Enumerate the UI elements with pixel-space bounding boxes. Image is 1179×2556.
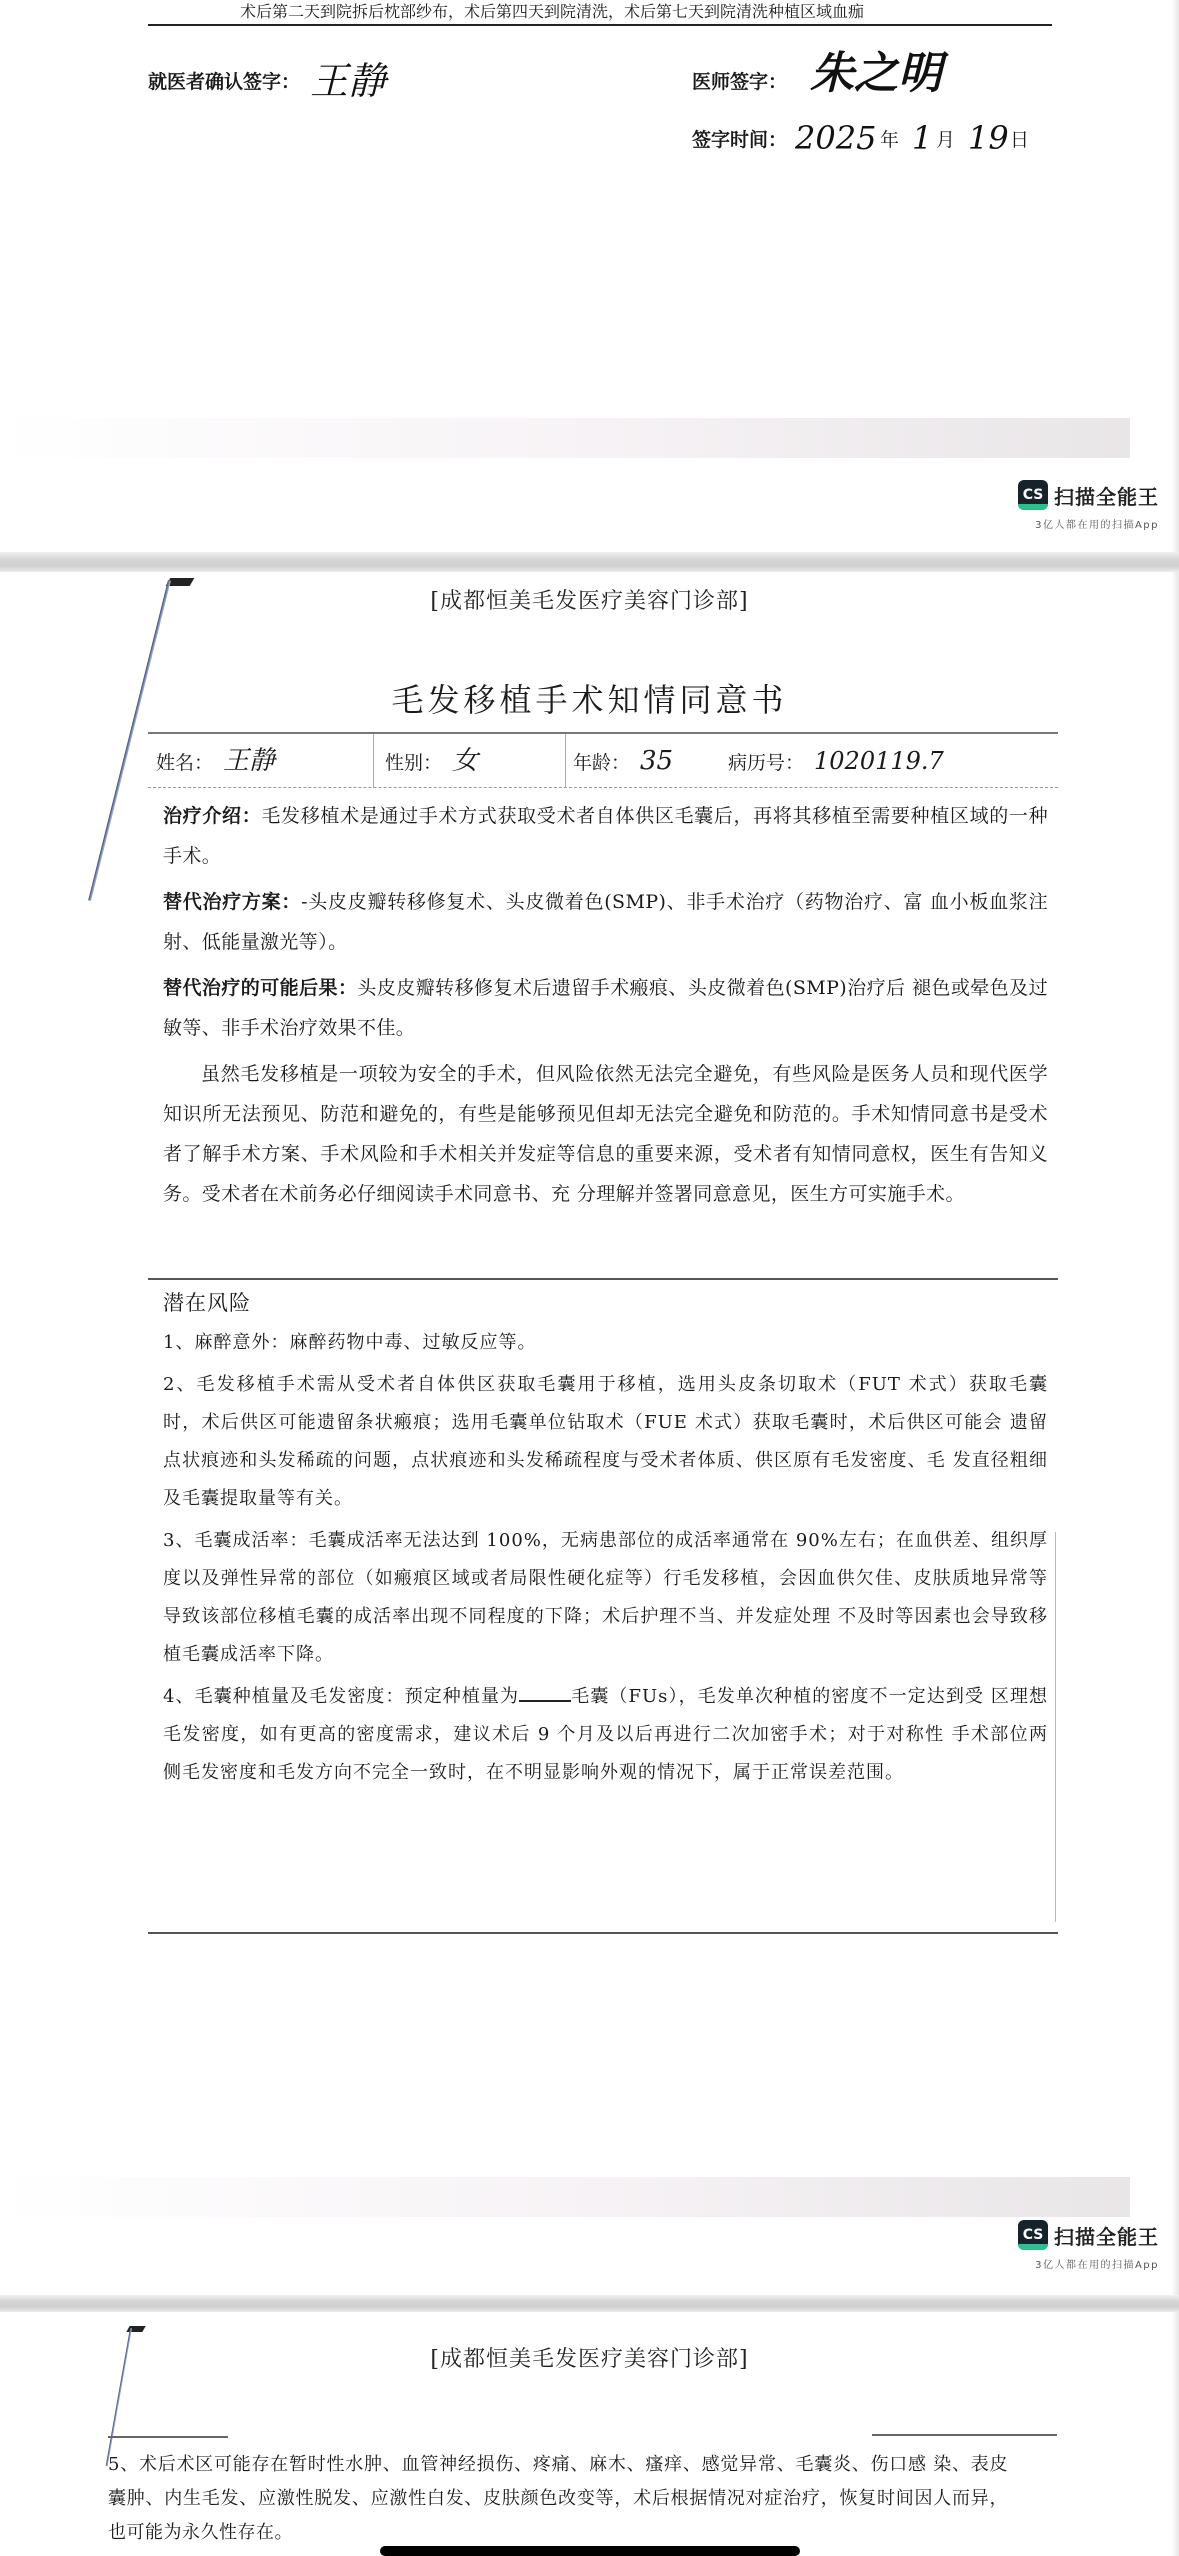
watermark-title: 扫描全能王 bbox=[1054, 484, 1159, 509]
camscanner-logo-icon: CS bbox=[1018, 480, 1048, 510]
cell-divider bbox=[373, 734, 374, 788]
risk-heading: 潜在风险 bbox=[163, 1291, 251, 1315]
scan-edge-shadow bbox=[0, 418, 1130, 458]
scan-edge-shadow bbox=[0, 2177, 1130, 2217]
post-op-instructions-line: 术后第二天到院拆后枕部纱布，术后第四天到院清洗，术后第七天到院清洗种植区域血痂 bbox=[148, 2, 1052, 26]
doctor-signature: 朱之明 bbox=[810, 48, 942, 99]
sign-year: 2025 bbox=[795, 119, 877, 157]
risk-item-5: 5、术后术区可能存在暂时性水肿、血管神经损伤、疼痛、麻木、瘙痒、感觉异常、毛囊炎、伤口感 染、表皮囊肿、内生毛发、应激性脱发、应激性白发、皮肤颜色改变等，术后根据情况对症治疗，恢复时间因人而异，也可能为永久性存在。 bbox=[108, 2454, 1008, 2543]
watermark-title: 扫描全能王 bbox=[1054, 2224, 1159, 2249]
alt-treatment bbox=[163, 882, 1048, 962]
page-edge bbox=[1173, 2312, 1179, 2556]
cell-divider bbox=[565, 734, 566, 788]
record-label: 病历号： bbox=[728, 751, 805, 774]
section-top-line bbox=[872, 2434, 1057, 2436]
month-unit: 月 bbox=[936, 129, 956, 151]
name-value: 王静 bbox=[223, 746, 276, 776]
risk-item-3: 3、毛囊成活率：毛囊成活率无法达到 100%，无病患部位的成活率通常在 90%左右；在血供差、组织厚度以及弹性异常的部位（如瘢痕区域或者局限性硬化症等）行毛发移植，会因血供欠佳、皮肤质地异常等导致该部位移植毛囊的成活率出现不同程度的下降；术后护理不当、并发症处理 不及时等因素也会导致移植毛囊成活率下降。 bbox=[163, 1530, 1048, 1665]
alt-result bbox=[163, 968, 1048, 1048]
consent-paragraph: 虽然毛发移植是一项较为安全的手术，但风险依然无法完全避免，有些风险是医务人员和现代医学知识所无法预见、防范和避免的，有些是能够预见但却无法完全避免和防范的。手术知情同意书是受术者了解手术方案、手术风险和手术相关并发症等信息的重要来源，受术者有知情同意权，医生有告知义务。受术者在术前务必仔细阅读手术同意书、充 分理解并签署同意意见，医生方可实施手术。 bbox=[163, 1063, 1048, 1205]
day-unit: 日 bbox=[1010, 129, 1030, 151]
clinic-header: [成都恒美毛发医疗美容门诊部] bbox=[430, 589, 749, 614]
year-unit: 年 bbox=[880, 129, 900, 151]
alt-result-text: 头皮皮瓣转移修复术后遗留手术瘢痕、头皮微着色(SMP)治疗后 褪色或晕色及过敏等、非手术治疗效果不佳。 bbox=[163, 977, 1048, 1039]
name-label: 姓名： bbox=[156, 751, 214, 774]
intro-text: 毛发移植术是通过手术方式获取受术者自体供区毛囊后，再将其移植至需要种植区域的一种手术。 bbox=[163, 805, 1048, 867]
alt-text: -头皮皮瓣转移修复术、头皮微着色(SMP)、非手术治疗（药物治疗、富 血小板血浆注射、低能量激光等）。 bbox=[163, 891, 1048, 953]
section-divider bbox=[148, 1278, 1058, 1280]
patient-sign-label: 就医者确认签字： bbox=[148, 71, 301, 93]
camscanner-watermark bbox=[989, 480, 1159, 531]
box-edge bbox=[1055, 1532, 1056, 1922]
age-value: 35 bbox=[640, 746, 674, 776]
sign-time-label: 签字时间： bbox=[692, 129, 788, 151]
page-separator bbox=[0, 2295, 1179, 2312]
age-field bbox=[573, 734, 723, 788]
intro-label: 治疗介绍： bbox=[163, 805, 262, 827]
intro-section bbox=[163, 796, 1048, 1214]
page-edge bbox=[1173, 0, 1179, 552]
scan-page-3 bbox=[0, 2312, 1179, 2556]
risk-4-suffix: 毛囊（FUs），毛发单次种植的密度不一定达到受 区理想毛发密度，如有更高的密度需求，建议术后 9 个月及以后再进行二次加密手术；对于对称性 手术部位两侧毛发密度和毛发方向不完全一致时，在不明显影响外观的情况下，属于正常误差范围。 bbox=[163, 1686, 1049, 1783]
camscanner-watermark bbox=[989, 2220, 1159, 2271]
doctor-sign-label: 医师签字： bbox=[692, 71, 788, 93]
section-top-line bbox=[108, 2436, 228, 2438]
scan-page-1 bbox=[0, 0, 1179, 552]
watermark-subtitle: 3亿人都在用的扫描App bbox=[1035, 520, 1159, 531]
watermark-subtitle: 3亿人都在用的扫描App bbox=[1035, 2260, 1159, 2271]
risk-item-1: 1、麻醉意外：麻醉药物中毒、过敏反应等。 bbox=[163, 1332, 537, 1353]
scan-page-2 bbox=[0, 572, 1179, 2295]
home-indicator[interactable] bbox=[380, 2546, 800, 2556]
document-title: 毛发移植手术知情同意书 bbox=[391, 681, 788, 719]
record-value: 1020119.7 bbox=[814, 747, 944, 775]
patient-signature: 王静 bbox=[310, 59, 387, 103]
gender-label: 性别： bbox=[385, 751, 443, 774]
page-edge bbox=[1173, 572, 1179, 2295]
section-bottom-line bbox=[148, 1932, 1058, 1934]
patient-info-row bbox=[148, 732, 1058, 788]
risk-section bbox=[163, 1286, 1048, 1796]
risk-item-4 bbox=[163, 1678, 1048, 1792]
record-field bbox=[728, 734, 1053, 788]
age-label: 年龄： bbox=[573, 751, 631, 774]
risk-4-prefix: 4、毛囊种植量及毛发密度：预定种植量为 bbox=[163, 1686, 520, 1707]
risk-item-2: 2、毛发移植手术需从受术者自体供区获取毛囊用于移植，选用头皮条切取术（FUT 术式）获取毛囊 时，术后供区可能遗留条状瘢痕；选用毛囊单位钻取术（FUE 术式）获取毛囊时，术后供区可能会 遗留点状痕迹和头发稀疏的问题，点状痕迹和头发稀疏程度与受术者体质、供区原有毛发密度、毛 发直径粗细及毛囊提取量等有关。 bbox=[163, 1374, 1048, 1509]
name-field bbox=[156, 734, 366, 788]
sign-month: 1 bbox=[912, 119, 933, 157]
treatment-intro bbox=[163, 796, 1048, 876]
alt-label: 替代治疗方案： bbox=[163, 891, 302, 913]
sign-day: 19 bbox=[968, 119, 1009, 157]
gender-value: 女 bbox=[452, 746, 479, 776]
gender-field bbox=[385, 734, 557, 788]
alt-result-label: 替代治疗的可能后果： bbox=[163, 977, 358, 999]
page-separator bbox=[0, 552, 1179, 572]
graft-count-blank bbox=[519, 1684, 571, 1702]
clinic-header: [成都恒美毛发医疗美容门诊部] bbox=[430, 2347, 749, 2372]
camscanner-logo-icon: CS bbox=[1018, 2220, 1048, 2250]
